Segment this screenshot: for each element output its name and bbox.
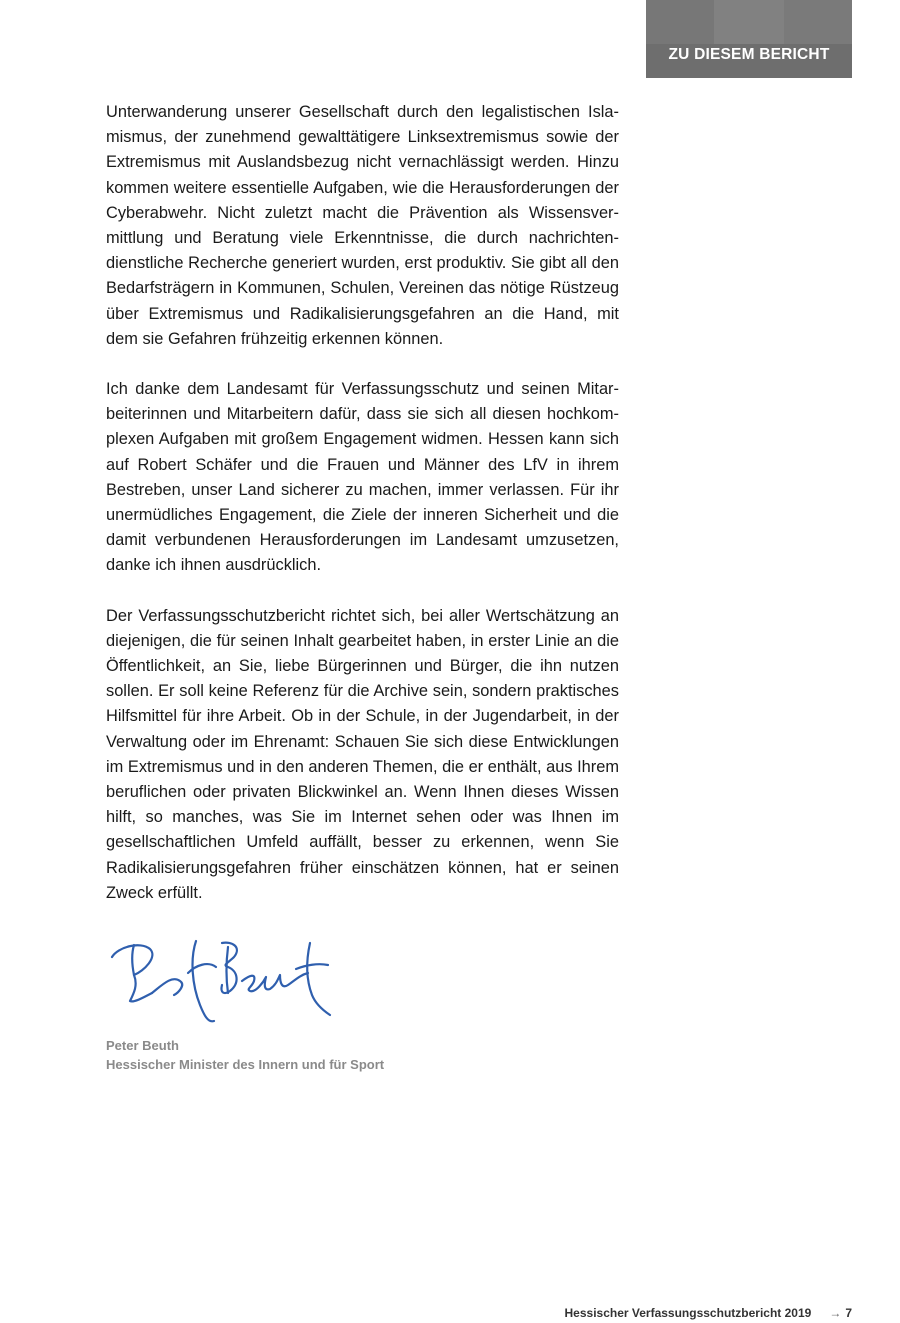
page-reference	[829, 1306, 852, 1320]
page-footer	[565, 1306, 852, 1320]
tab-pattern-tile	[714, 0, 784, 44]
arrow-right-icon: →	[829, 1306, 842, 1320]
paragraph: Ich danke dem Landesamt für Verfassungsschutz und seinen Mitarbeiterinnen und Mitarbeitern dafür, dass sie sich all diesen hochkomplexen Aufgaben mit großem Engagement widmen. Hessen kann sich auf Robert Schäfer und die Frauen und Männer des LfV in ihrem Bestreben, unser Land sicherer zu machen, immer verlassen. Für ihr unermüdliches Engagement, die Ziele der inneren Sicherheit und die damit verbundenen Herausforderungen im Landesamt umzusetzen, danke ich ihnen ausdrücklich.	[106, 380, 619, 575]
paragraph: Der Verfassungsschutzbericht richtet sich, bei aller Wertschätzung an diejenigen, die für seinen Inhalt gearbeitet haben, in erster Linie an die Öffentlichkeit, an Sie, liebe Bürgerinnen und Bürger, die ihn nutzen sollen. Er soll keine Referenz für die Archive sein, sondern praktisches Hilfsmittel für ihre Arbeit. Ob in der Schule, in der Jugendarbeit, in der Verwaltung oder im Ehrenamt: Schauen Sie sich diese Entwicklungen im Extremismus und in den anderen Themen, die er enthält, aus Ihrem beruflichen oder privaten Blickwinkel an. Wenn Ihnen dieses Wissen hilft, so manches, was Sie im Internet sehen oder was Ihnen im gesellschaftlichen Umfeld auffällt, besser zu erkennen, wenn Sie Radikalisierungsgefahren früher einschätzen können, hat er seinen Zweck erfüllt.	[106, 606, 619, 902]
section-tab	[646, 0, 852, 78]
tab-pattern-tile	[784, 0, 852, 44]
tab-pattern-tile	[646, 0, 714, 44]
publication-title: Hessischer Verfassungsschutzbericht 2019	[564, 1306, 812, 1320]
handwritten-signature	[104, 935, 344, 1027]
section-label: ZU DIESEM BERICHT	[668, 46, 830, 63]
signatory-name: Peter Beuth	[106, 1038, 179, 1053]
signature-block	[106, 1036, 384, 1074]
body-text	[106, 100, 619, 931]
page-number: 7	[845, 1306, 852, 1320]
signatory-title: Hessischer Minister des Innern und für Sport	[106, 1057, 385, 1072]
paragraph: Unterwanderung unserer Gesellschaft durch den legalistischen Islamismus, der zunehmend gewalttätigere Linksextremismus sowie der Extremismus mit Auslandsbezug nicht vernachlässigt werden. Hinzu kommen weitere essentielle Aufgaben, wie die Herausforderungen der Cyberabwehr. Nicht zuletzt macht die Prävention als Wissensvermittlung und Beratung viele Erkenntnisse, die durch nachrichtendienstliche Recherche generiert wurden, erst produktiv. Sie gibt all den Bedarfsträgern in Kommunen, Schulen, Vereinen das nötige Rüstzeug über Extremismus und Radikalisierungsgefahren an die Hand, mit dem sie Gefahren frühzeitig erkennen können.	[106, 103, 619, 348]
